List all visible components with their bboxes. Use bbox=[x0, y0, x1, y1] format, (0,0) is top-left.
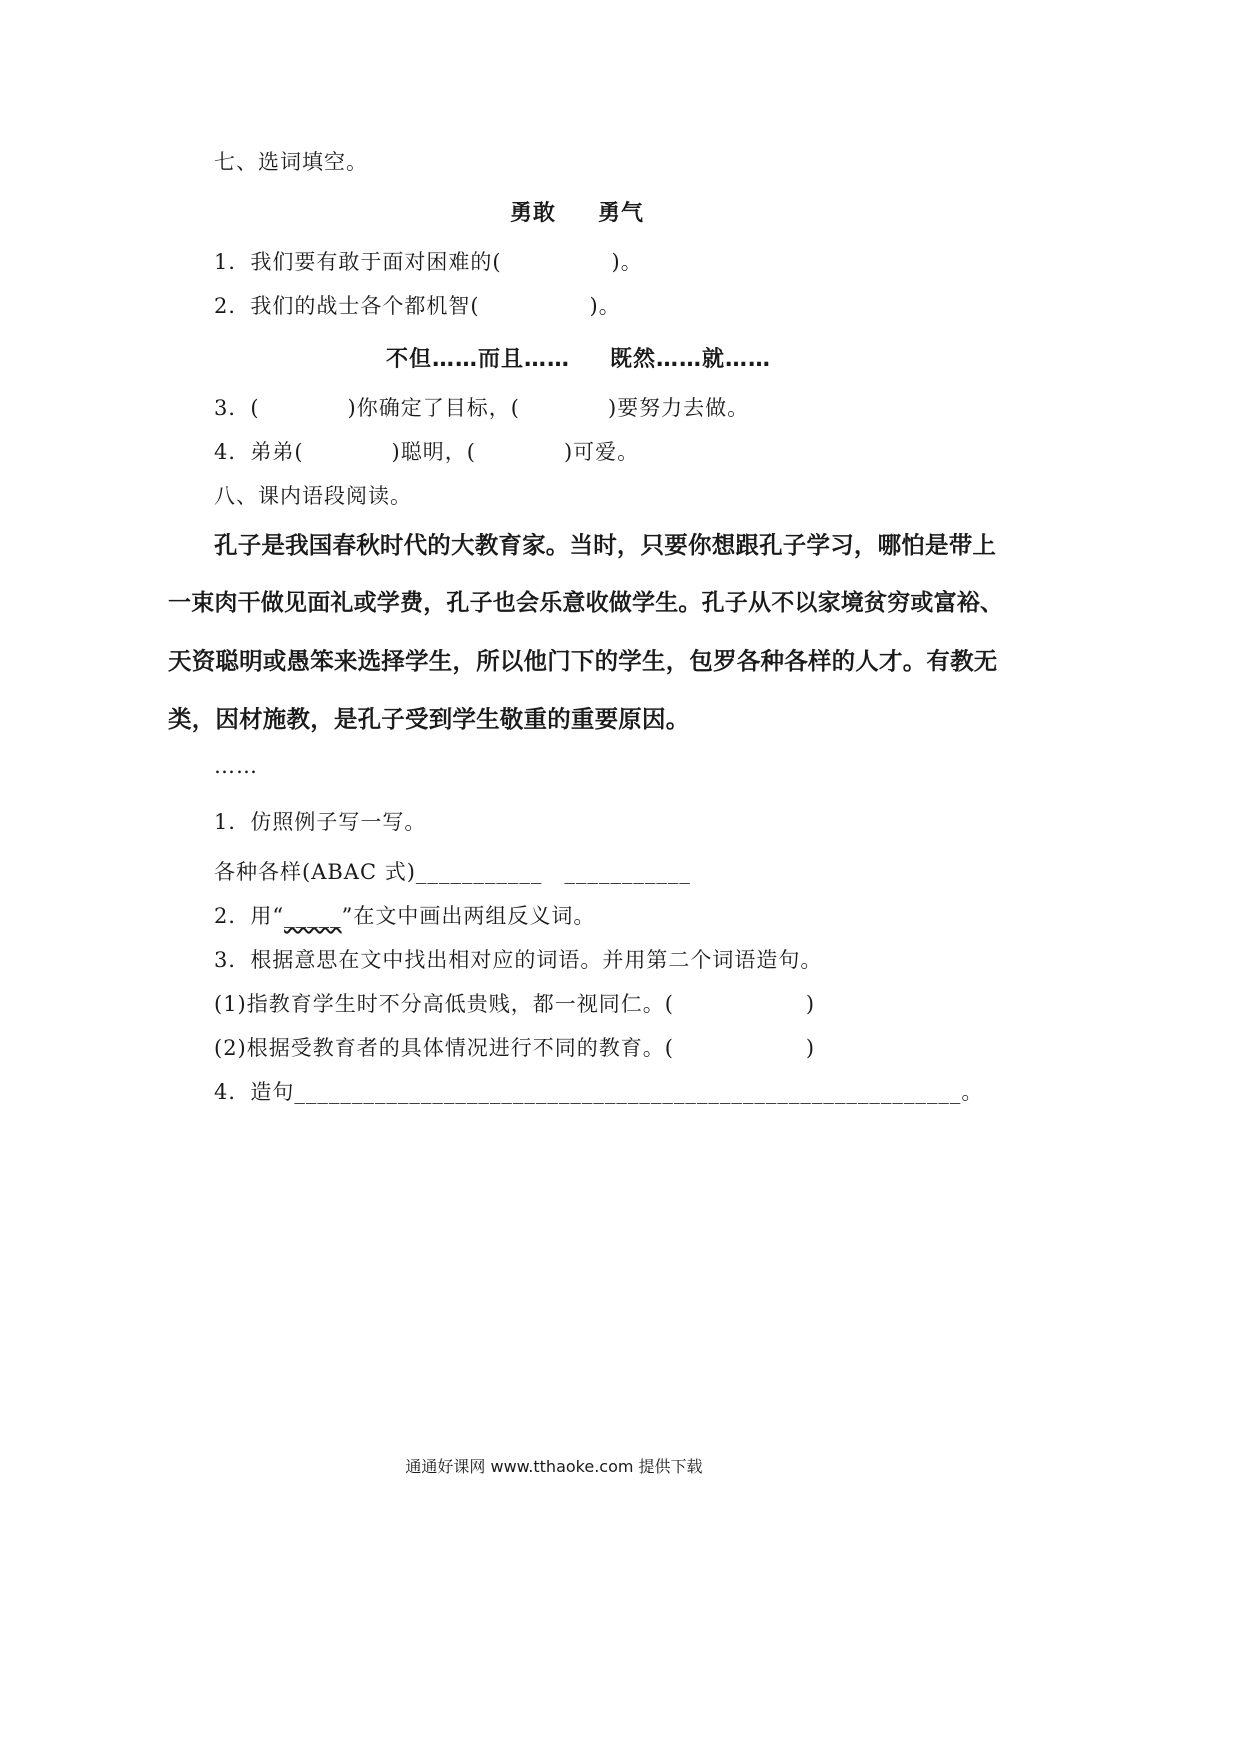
connective-choice-2: 既然……就…… bbox=[610, 347, 772, 372]
section8-q3-2: (2)根据受教育者的具体情况进行不同的教育。( ) bbox=[214, 1036, 816, 1060]
q2-suffix: ”在文中画出两组反义词。 bbox=[341, 904, 596, 928]
passage-line-3: 天资聪明或愚笨来选择学生，所以他门下的学生，包罗各种各样的人才。有教无 bbox=[168, 647, 998, 675]
section8-q2 bbox=[214, 900, 595, 930]
section8-q1: 1．仿照例子写一写。 bbox=[214, 810, 427, 834]
section8-q3: 3．根据意思在文中找出相对应的词语。并用第二个词语造句。 bbox=[214, 948, 823, 972]
passage-line-1: 孔子是我国春秋时代的大教育家。当时，只要你想跟孔子学习，哪怕是带上 bbox=[214, 531, 997, 559]
connective-choice-1: 不但……而且…… bbox=[386, 347, 571, 372]
passage-line-4: 类，因材施教，是孔子受到学生敬重的重要原因。 bbox=[168, 705, 690, 733]
passage-line-2: 一束肉干做见面礼或学费，孔子也会乐意收做学生。孔子从不以家境贫穷或富裕、 bbox=[168, 590, 1004, 616]
section8-q3-1: (1)指教育学生时不分高低贵贱，都一视同仁。( ) bbox=[214, 992, 816, 1016]
section8-title: 八、课内语段阅读。 bbox=[214, 484, 412, 508]
section8-q4: 4．造句__________________________________________________________。 bbox=[214, 1080, 984, 1104]
q2-prefix: 2．用“ bbox=[214, 904, 285, 928]
section7-title: 七、选词填空。 bbox=[214, 150, 368, 174]
section7-q2: 2．我们的战士各个都机智( )。 bbox=[214, 294, 621, 318]
section7-q3: 3．( )你确定了目标，( )要努力去做。 bbox=[214, 396, 750, 420]
q2-wavy-mark: _____ bbox=[284, 904, 342, 928]
word-choice-1: 勇敢 bbox=[510, 201, 557, 226]
passage-ellipsis: …… bbox=[214, 754, 258, 778]
section8-q1-example: 各种各样(ABAC 式)___________ ___________ bbox=[214, 860, 691, 884]
section7-q1: 1．我们要有敢于面对困难的( )。 bbox=[214, 250, 643, 274]
footer-source: 通通好课网 www.tthaoke.com 提供下载 bbox=[405, 1457, 703, 1476]
word-choice-2: 勇气 bbox=[598, 201, 645, 226]
section7-q4: 4．弟弟( )聪明，( )可爱。 bbox=[214, 440, 640, 464]
